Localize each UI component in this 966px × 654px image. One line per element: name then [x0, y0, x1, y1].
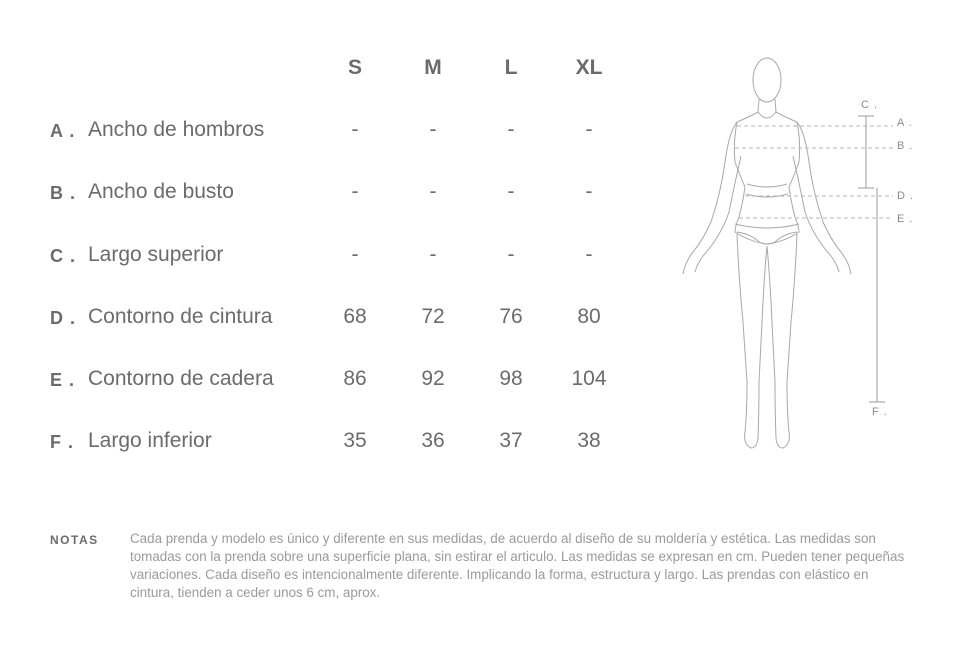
- notes-title: NOTAS: [50, 533, 99, 547]
- value-s: -: [351, 118, 359, 141]
- row-label: Ancho de hombros: [88, 118, 265, 141]
- row-label: Contorno de cintura: [88, 305, 273, 328]
- value-l: -: [507, 118, 515, 141]
- row-label: Largo superior: [88, 243, 224, 266]
- figure-label-a: A .: [897, 117, 913, 129]
- row-letter: B .: [50, 183, 77, 203]
- value-m: -: [429, 118, 437, 141]
- row-letter: C .: [50, 246, 77, 266]
- row-contorno-de-cadera: [50, 367, 670, 397]
- value-xl: 104: [571, 367, 607, 390]
- row-letter: E .: [50, 370, 76, 390]
- value-s: -: [351, 243, 359, 266]
- size-header-l: L: [504, 56, 518, 79]
- row-ancho-de-busto: [50, 180, 670, 210]
- size-header-xl: XL: [575, 56, 603, 79]
- figure-label-d: D .: [897, 190, 915, 202]
- value-xl: -: [585, 118, 593, 141]
- notes-text: Cada prenda y modelo es único y diferente en sus medidas, de acuerdo al diseño de su moldería y estética. Las medidas son tomadas con la prenda sobre una superficie plana, sin estirar el articulo. Las medidas se expresan en cm. Pueden tener pequeñas variaciones. Cada diseño es intencionalmente diferente. Implicando la forma, estructura y largo. Las prendas con elástico en cintura, tienden a ceder unos 6 cm, aprox.: [130, 531, 905, 600]
- length-rulers: [858, 116, 885, 402]
- row-label: Largo inferior: [88, 429, 212, 452]
- row-label: Contorno de cadera: [88, 367, 274, 390]
- row-letter: D .: [50, 308, 77, 328]
- figure-label-b: B .: [897, 140, 914, 152]
- value-m: 72: [421, 305, 445, 328]
- value-s: 68: [343, 305, 367, 328]
- value-m: -: [429, 243, 437, 266]
- value-l: 76: [499, 305, 523, 328]
- row-label: Ancho de busto: [88, 180, 234, 203]
- value-l: -: [507, 180, 515, 203]
- value-m: 36: [421, 429, 445, 452]
- value-xl: 80: [577, 305, 601, 328]
- value-l: -: [507, 243, 515, 266]
- value-s: -: [351, 180, 359, 203]
- size-header-s: S: [347, 56, 362, 79]
- row-ancho-de-hombros: [50, 118, 670, 148]
- value-s: 86: [343, 367, 367, 390]
- row-letter: A .: [50, 121, 76, 141]
- measurement-guides: [735, 126, 893, 218]
- row-largo-inferior: [50, 429, 670, 459]
- figure-label-e: E .: [897, 213, 914, 225]
- size-header-m: M: [424, 56, 442, 79]
- value-xl: -: [585, 180, 593, 203]
- value-m: -: [429, 180, 437, 203]
- row-letter: F .: [50, 432, 74, 452]
- value-l: 37: [499, 429, 523, 452]
- mannequin-outline: [683, 58, 851, 448]
- body-measurement-figure: [655, 52, 930, 457]
- value-l: 98: [499, 367, 523, 390]
- figure-label-f: F .: [872, 406, 888, 418]
- value-xl: 38: [577, 429, 601, 452]
- row-contorno-de-cintura: [50, 305, 670, 335]
- figure-label-c: C .: [861, 99, 879, 111]
- value-m: 92: [421, 367, 445, 390]
- value-xl: -: [585, 243, 593, 266]
- value-s: 35: [343, 429, 367, 452]
- row-largo-superior: [50, 243, 670, 273]
